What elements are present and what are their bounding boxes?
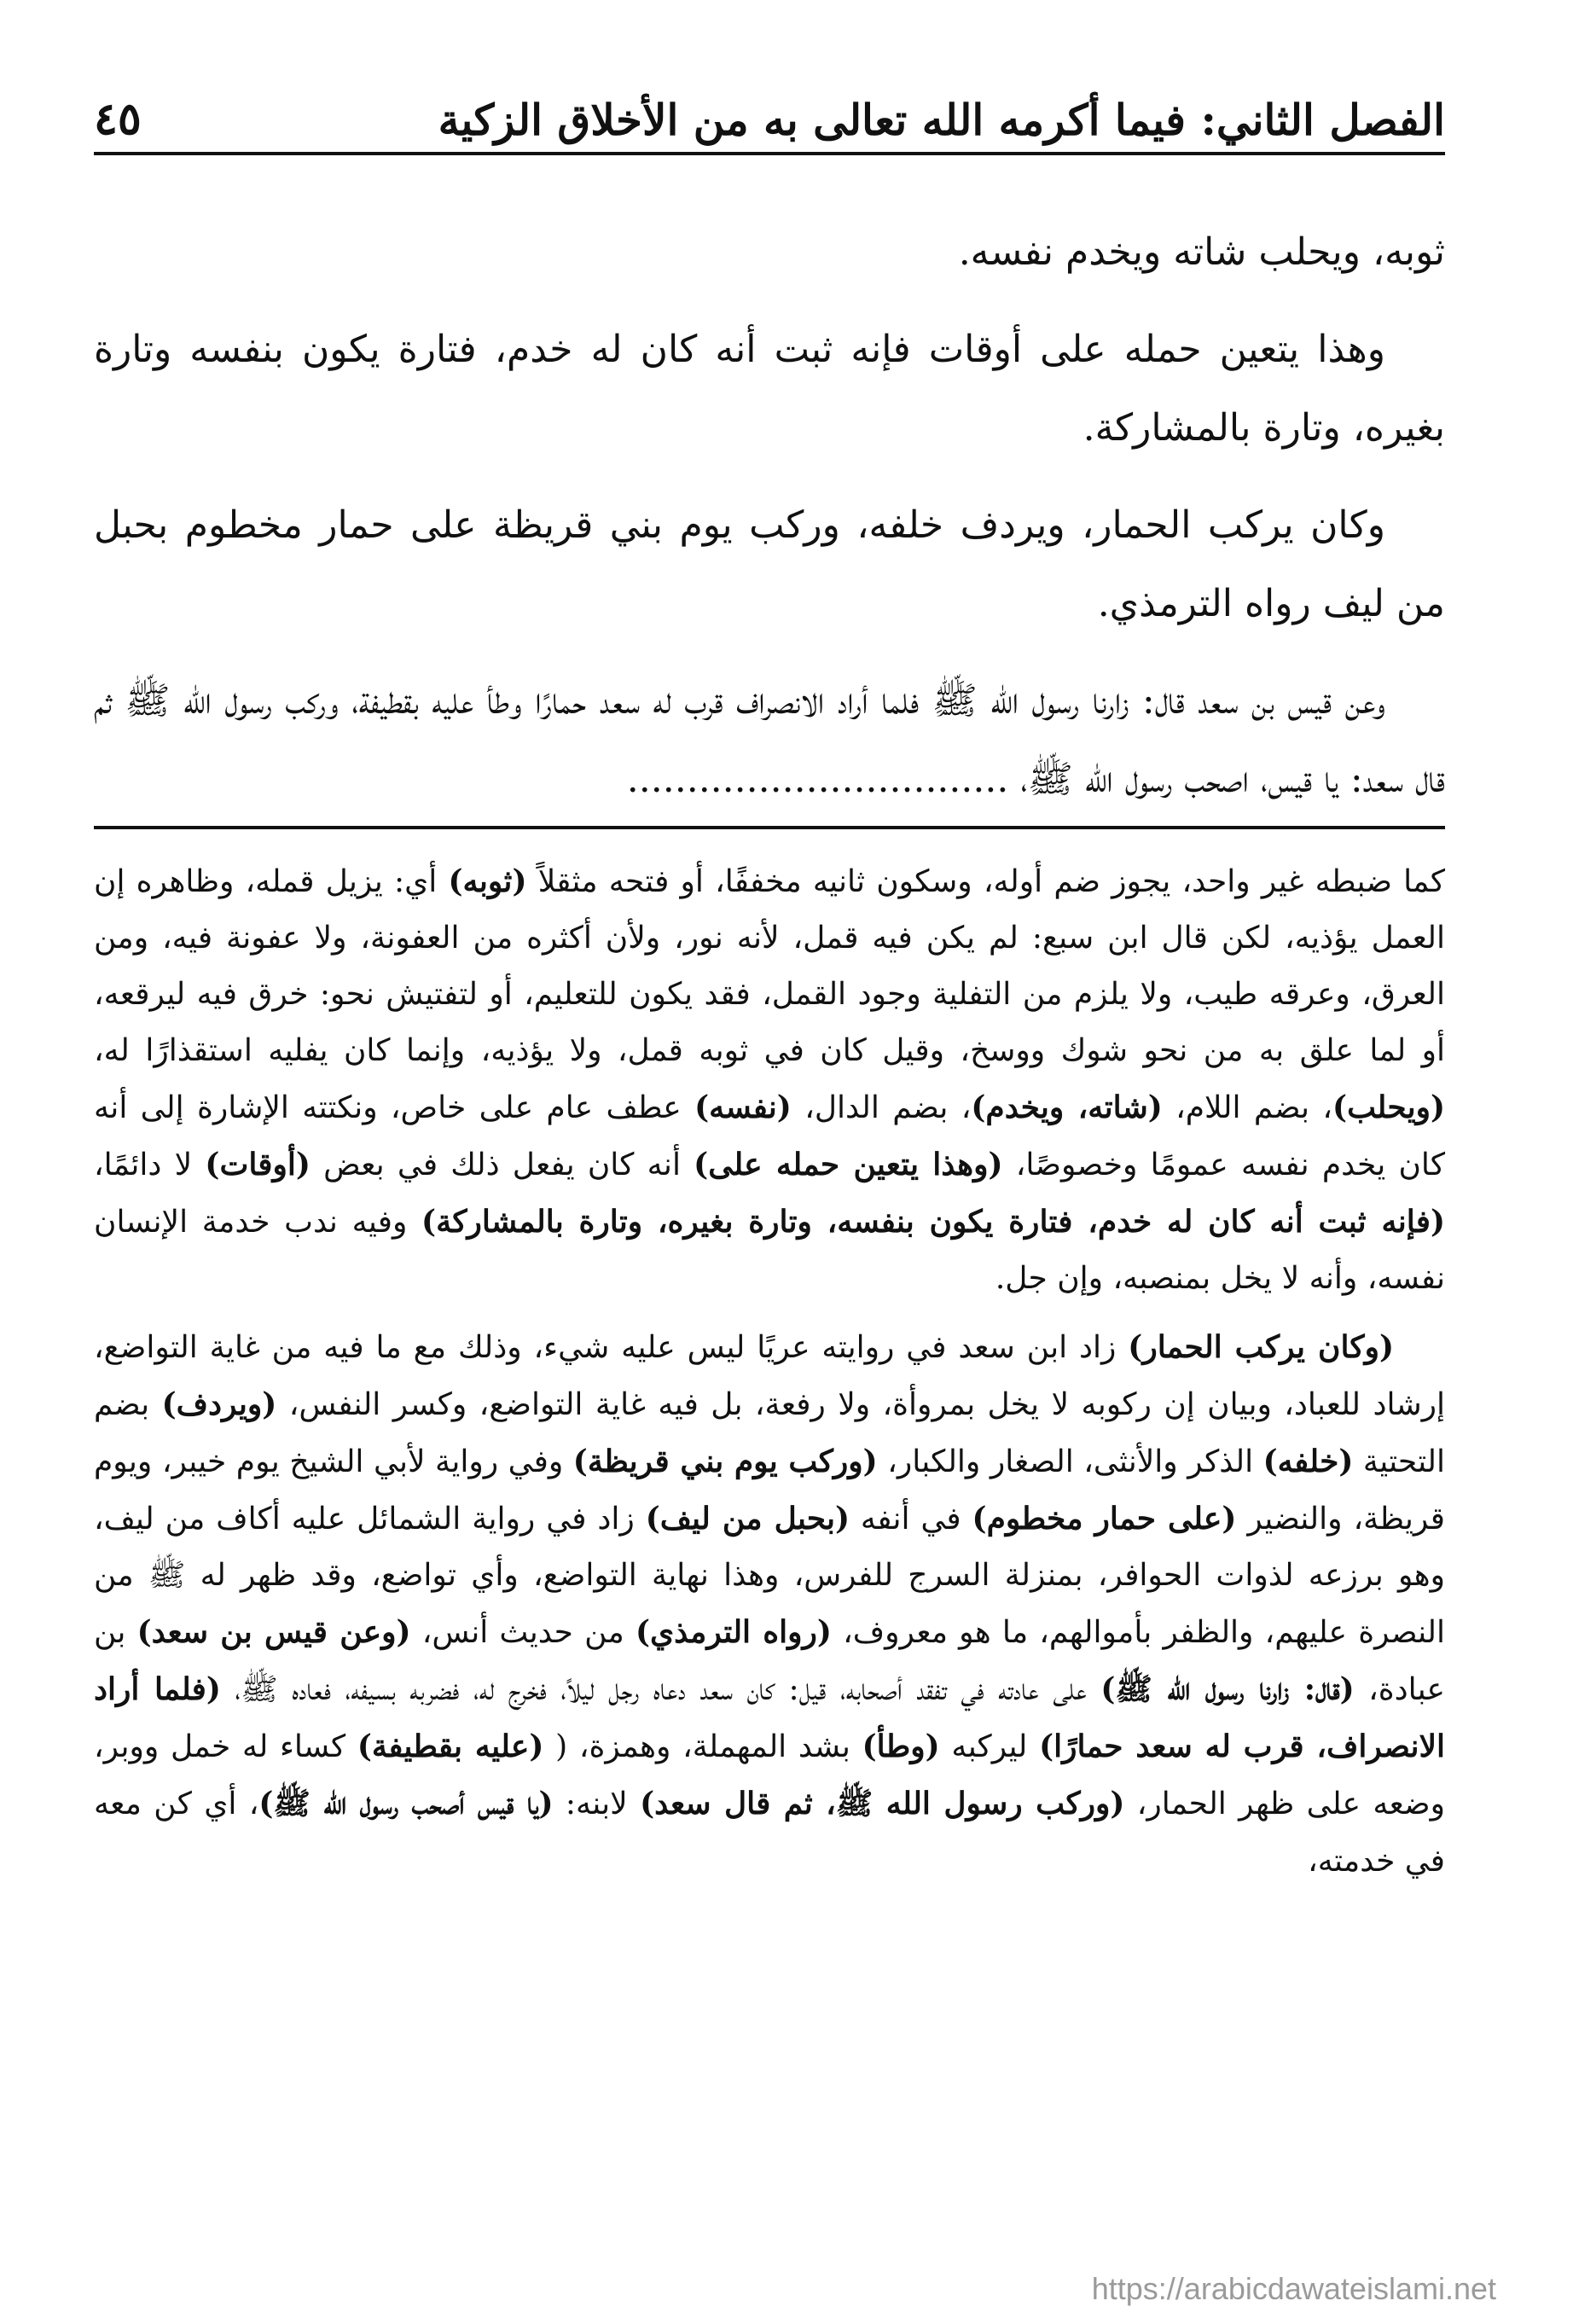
quoted-term: (ثوبه) xyxy=(448,863,527,899)
chapter-title: الفصل الثاني: فيما أكرمه الله تعالى به من الأخلاق الزكية xyxy=(438,95,1445,145)
quoted-term: (وعن قيس بن سعد) xyxy=(136,1614,411,1650)
quoted-term: (وركب يوم بني قريظة) xyxy=(572,1444,878,1479)
footnote-divider xyxy=(94,826,1445,829)
note-text: على عادته في تفقد أصحابه، قيل: كان سعد دعاه رجل ليلاً، فخرج له، فضربه بسيفه، فعاده ﷺ، xyxy=(220,1672,1101,1707)
quoted-term: (شاته، ويخدم) xyxy=(971,1089,1163,1125)
note-text: لا دائمًا، xyxy=(94,1147,206,1182)
note-text: في أنفه xyxy=(850,1502,972,1537)
quoted-term: (يا قيس أصحب رسول الله ﷺ) xyxy=(258,1786,554,1821)
quoted-term: (وطأ) xyxy=(862,1728,940,1764)
note-text: من حديث أنس، xyxy=(410,1615,636,1650)
quoted-term: (رواه الترمذي) xyxy=(635,1614,832,1650)
note-text: بن عبادة، xyxy=(94,1615,1445,1707)
note-text: زاد في رواية الشمائل عليه أكاف من ليف، وهو برزعه لذوات الحوافر، بمنزلة السرج للفرس، وهذا نهاية التواضع، وأي تواضع، وقد ظهر له ﷺ من النصرة عليهم، والظفر بأموالهم، ما هو معروف، xyxy=(94,1502,1445,1650)
ellipsis-dots: ................................ xyxy=(626,758,1009,801)
quoted-term: (فلما أراد الانصراف، قرب له سعد حمارًا) xyxy=(94,1671,1445,1764)
note-text: وفيه ندب خدمة الإنسان نفسه، وأنه لا يخل بمنصبه، وإن جل. xyxy=(94,1205,1445,1296)
note-text: كساء له خمل ووبر، وضعه على ظهر الحمار، xyxy=(94,1729,1446,1821)
commentary-notes xyxy=(94,853,1445,1902)
note-text: أنه كان يفعل ذلك في بعض xyxy=(310,1147,694,1182)
quoted-term: (بحبل من ليف) xyxy=(645,1501,850,1537)
quoted-term: (وهذا يتعين حمله على) xyxy=(694,1147,1003,1182)
quoted-term: (ويحلب) xyxy=(1332,1089,1446,1125)
note-text: ليركبه xyxy=(939,1729,1040,1764)
note-text: زاد ابن سعد في روايته عريًا ليس عليه شيء، وذلك مع ما فيه من غاية التواضع، إرشاد للعباد، وبيان إن ركوبه لا يخل بمروأة، ولا رفعة، بل فيه غاية التواضع، وكسر النفس، xyxy=(94,1330,1445,1422)
note-paragraph-1 xyxy=(94,853,1445,1307)
note-text: ، بضم اللام، xyxy=(1162,1090,1333,1125)
note-text: ، بضم الدال، xyxy=(791,1090,972,1125)
note-text: لابنه: xyxy=(553,1787,641,1821)
note-text: وفي رواية لأبي الشيخ يوم خيبر، ويوم قريظة، والنضير xyxy=(94,1444,1445,1537)
quoted-term: (فإنه ثبت أنه كان له خدم، فتارة يكون بنفسه، وتارة بغيره، وتارة بالمشاركة) xyxy=(421,1204,1445,1240)
quoted-term: (أوقات) xyxy=(205,1147,311,1182)
main-paragraph-2: وهذا يتعين حمله على أوقات فإنه ثبت أنه كان له خدم، فتارة يكون بنفسه وتارة بغيره، وتارة بالمشاركة. xyxy=(94,328,1445,450)
quoted-term: (قال: زارنا رسول الله ﷺ) xyxy=(1100,1671,1355,1707)
note-text: عطف عام على خاص، ونكتته الإشارة إلى أنه كان يخدم نفسه عمومًا وخصوصًا، xyxy=(94,1090,1446,1182)
quoted-term: (على حمار مخطوم) xyxy=(972,1501,1237,1537)
note-text: أي: يزيل قمله، وظاهره إن العمل يؤذيه، لكن قال ابن سبع: لم يكن فيه قمل، لأنه نور، ولأن أكثره من العفونة، ولا عفونة فيه، ومن العرق، وعرقه طيب، ولا يلزم من التفلية وجود القمل، فقد يكون للتعليم، أو لتفتيش نحو: خرق فيه ليرقعه، أو لما علق به من نحو شوك ووسخ، وقيل كان في ثوبه قمل، ولا يؤذيه، وإنما كان يفليه استقذارًا له، xyxy=(94,864,1445,1068)
main-paragraph-4 xyxy=(94,662,1445,819)
main-paragraph-1: ثوبه، ويحلب شاته ويخدم نفسه. xyxy=(958,230,1445,274)
note-text: كما ضبطه غير واحد، يجوز ضم أوله، وسكون ثانيه مخففًا، أو فتحه مثقلاً xyxy=(526,864,1445,899)
main-paragraph-3: وكان يركب الحمار، ويردف خلفه، وركب يوم بني قريظة على حمار مخطوم بحبل من ليف رواه الترمذي. xyxy=(94,503,1445,625)
note-text: الذكر والأنثى، الصغار والكبار، xyxy=(877,1444,1263,1479)
quoted-term: (خلفه) xyxy=(1262,1444,1354,1479)
quoted-term: (وكان يركب الحمار) xyxy=(1128,1329,1394,1365)
main-paragraph-4-text: وعن قيس بن سعد قال: زارنا رسول الله ﷺ فلما أراد الانصراف قرب له سعد حمارًا وطأ عليه بقطيفة، وركب رسول الله ﷺ ثم قال سعد: يا قيس، اصحب رسول الله ﷺ، xyxy=(94,679,1445,801)
quoted-term: (ويردف) xyxy=(161,1386,277,1422)
note-text: بشد المهملة، وهمزة، ( xyxy=(543,1729,862,1764)
note-text: بضم التحتية xyxy=(94,1387,1446,1479)
quoted-term: (وركب رسول الله ﷺ، ثم قال سعد) xyxy=(640,1786,1125,1821)
note-paragraph-2 xyxy=(94,1319,1445,1890)
running-header xyxy=(94,68,1445,155)
main-text xyxy=(94,213,1445,838)
quoted-term: (نفسه) xyxy=(694,1089,792,1125)
note-text: ، أي كن معه في خدمته، xyxy=(94,1787,1445,1879)
page-number: ٤٥ xyxy=(94,93,142,145)
quoted-term: (عليه بقطيفة) xyxy=(357,1728,544,1764)
watermark-url: https://arabicdawateislami.net xyxy=(1091,2271,1496,2306)
